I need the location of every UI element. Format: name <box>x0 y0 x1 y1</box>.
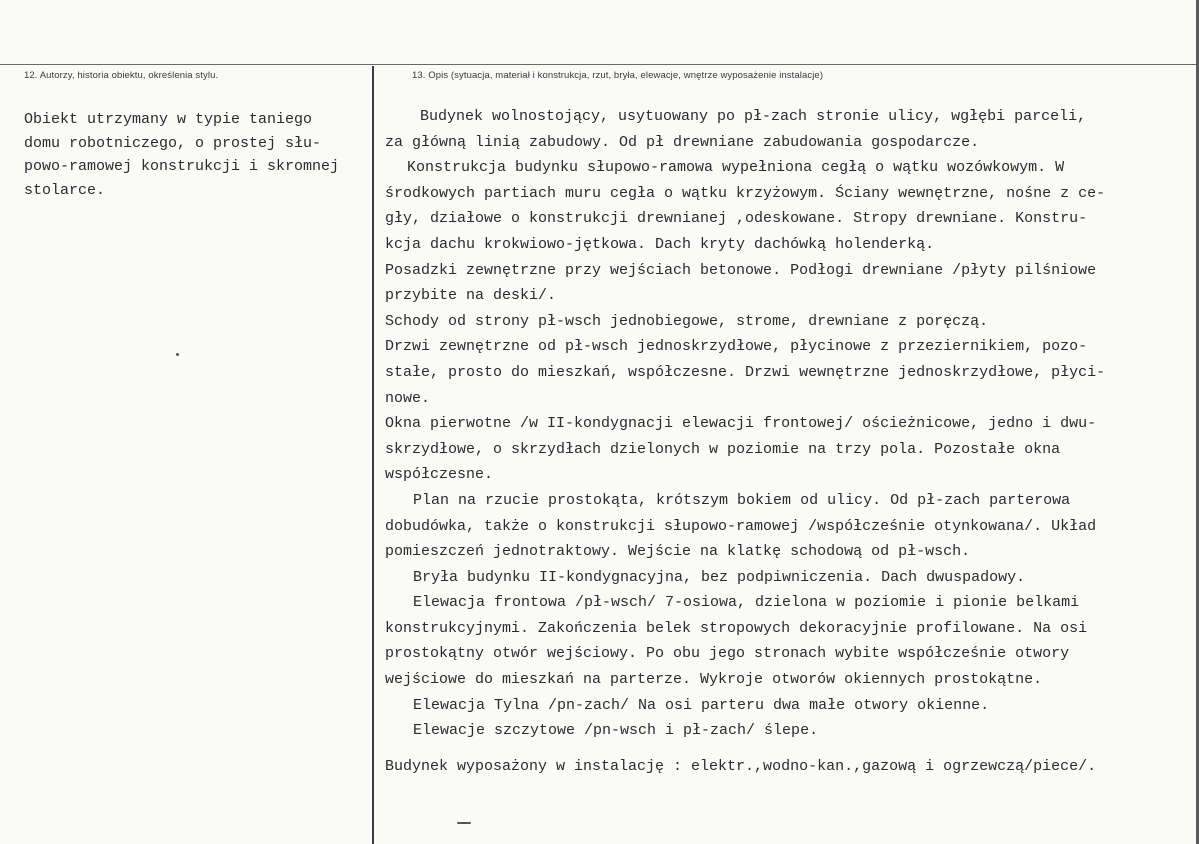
text-line: skrzydłowe, o skrzydłach dzielonych w poziomie na trzy pola. Pozostałe okna <box>385 440 1061 458</box>
text-line: dobudówka, także o konstrukcji słupowo-ramowej /współcześnie otynkowana/. Układ <box>385 517 1097 535</box>
text-line: nowe. <box>385 389 431 407</box>
text-line: Schody od strony pł-wsch jednobiegowe, strome, drewniane z poręczą. <box>385 312 989 330</box>
text-line: Elewacja frontowa /pł-wsch/ 7-osiowa, dzielona w poziomie i pionie belkami <box>413 594 1080 612</box>
text-line: za główną linią zabudowy. Od pł drewniane zabudowania gospodarcze. <box>385 133 980 151</box>
section-13-header: 13. Opis (sytuacja, materiał i konstrukcja, rzut, bryła, elewacje, wnętrze wyposażenie instalacje) <box>412 70 824 81</box>
text-line: gły, działowe o konstrukcji drewnianej ,odeskowane. Stropy drewniane. Konstru- <box>385 210 1088 228</box>
text-line: kcja dachu krokwiowo-jętkowa. Dach kryty dachówką holenderką. <box>385 235 935 253</box>
text-line: Obiekt utrzymany w typie taniego <box>24 111 313 128</box>
text-line: przybite na deski/. <box>385 287 557 305</box>
text-line: Okna pierwotne /w II-kondygnacji elewacji frontowej/ ościeżnicowe, jedno i dwu- <box>385 415 1097 433</box>
text-line: Konstrukcja budynku słupowo-ramowa wypełniona cegłą o wątku wozówkowym. W <box>407 159 1065 177</box>
paragraph-gap <box>385 744 1195 754</box>
text-line: domu robotniczego, o prostej słu- <box>24 134 322 152</box>
text-line: pomieszczeń jednotraktowy. Wejście na klatkę schodową od pł-wsch. <box>385 543 971 561</box>
ink-speck <box>176 353 179 356</box>
column-divider <box>372 66 374 844</box>
text-line: konstrukcyjnymi. Zakończenia belek stropowych dekoracyjnie profilowane. Na osi <box>385 619 1088 637</box>
ink-speck <box>457 822 471 824</box>
text-line: stolarce. <box>24 181 106 199</box>
text-line: wejściowe do mieszkań na parterze. Wykroje otworów okiennych prostokątne. <box>385 671 1043 689</box>
text-line: Drzwi zewnętrzne od pł-wsch jednoskrzydłowe, płycinowe z przeziernikiem, pozo- <box>385 338 1088 356</box>
text-line: środkowych partiach muru cegła o wątku krzyżowym. Ściany wewnętrzne, nośne z ce- <box>385 184 1106 202</box>
top-border-line <box>0 64 1199 65</box>
text-line: Elewacje szczytowe /pn-wsch i pł-zach/ ślepe. <box>413 722 819 740</box>
left-column-text <box>24 108 369 202</box>
text-line: stałe, prosto do mieszkań, współczesne. Drzwi wewnętrzne jednoskrzydłowe, płyci- <box>385 363 1106 381</box>
text-line: prostokątny otwór wejściowy. Po obu jego stronach wybite współcześnie otwory <box>385 645 1070 663</box>
text-line: Budynek wyposażony w instalację : elektr.,wodno-kan.,gazową i ogrzewczą/piece/. <box>385 757 1097 775</box>
text-line: Plan na rzucie prostokąta, krótszym bokiem od ulicy. Od pł-zach parterowa <box>413 491 1071 509</box>
right-column-text <box>385 104 1195 779</box>
text-line: Elewacja Tylna /pn-zach/ Na osi parteru dwa małe otwory okienne. <box>413 696 990 714</box>
text-line: współczesne. <box>385 466 494 484</box>
text-line: Posadzki zewnętrzne przy wejściach betonowe. Podłogi drewniane /płyty pilśniowe <box>385 261 1097 279</box>
text-line: powo-ramowej konstrukcji i skromnej <box>24 158 340 175</box>
text-line: Budynek wolnostojący, usytuowany po pł-zach stronie ulicy, wgłębi parceli, <box>420 108 1087 125</box>
text-line: Bryła budynku II-kondygnacyjna, bez podpiwniczenia. Dach dwuspadowy. <box>413 568 1026 586</box>
section-12-header: 12. Autorzy, historia obiektu, określenia stylu. <box>24 70 219 81</box>
